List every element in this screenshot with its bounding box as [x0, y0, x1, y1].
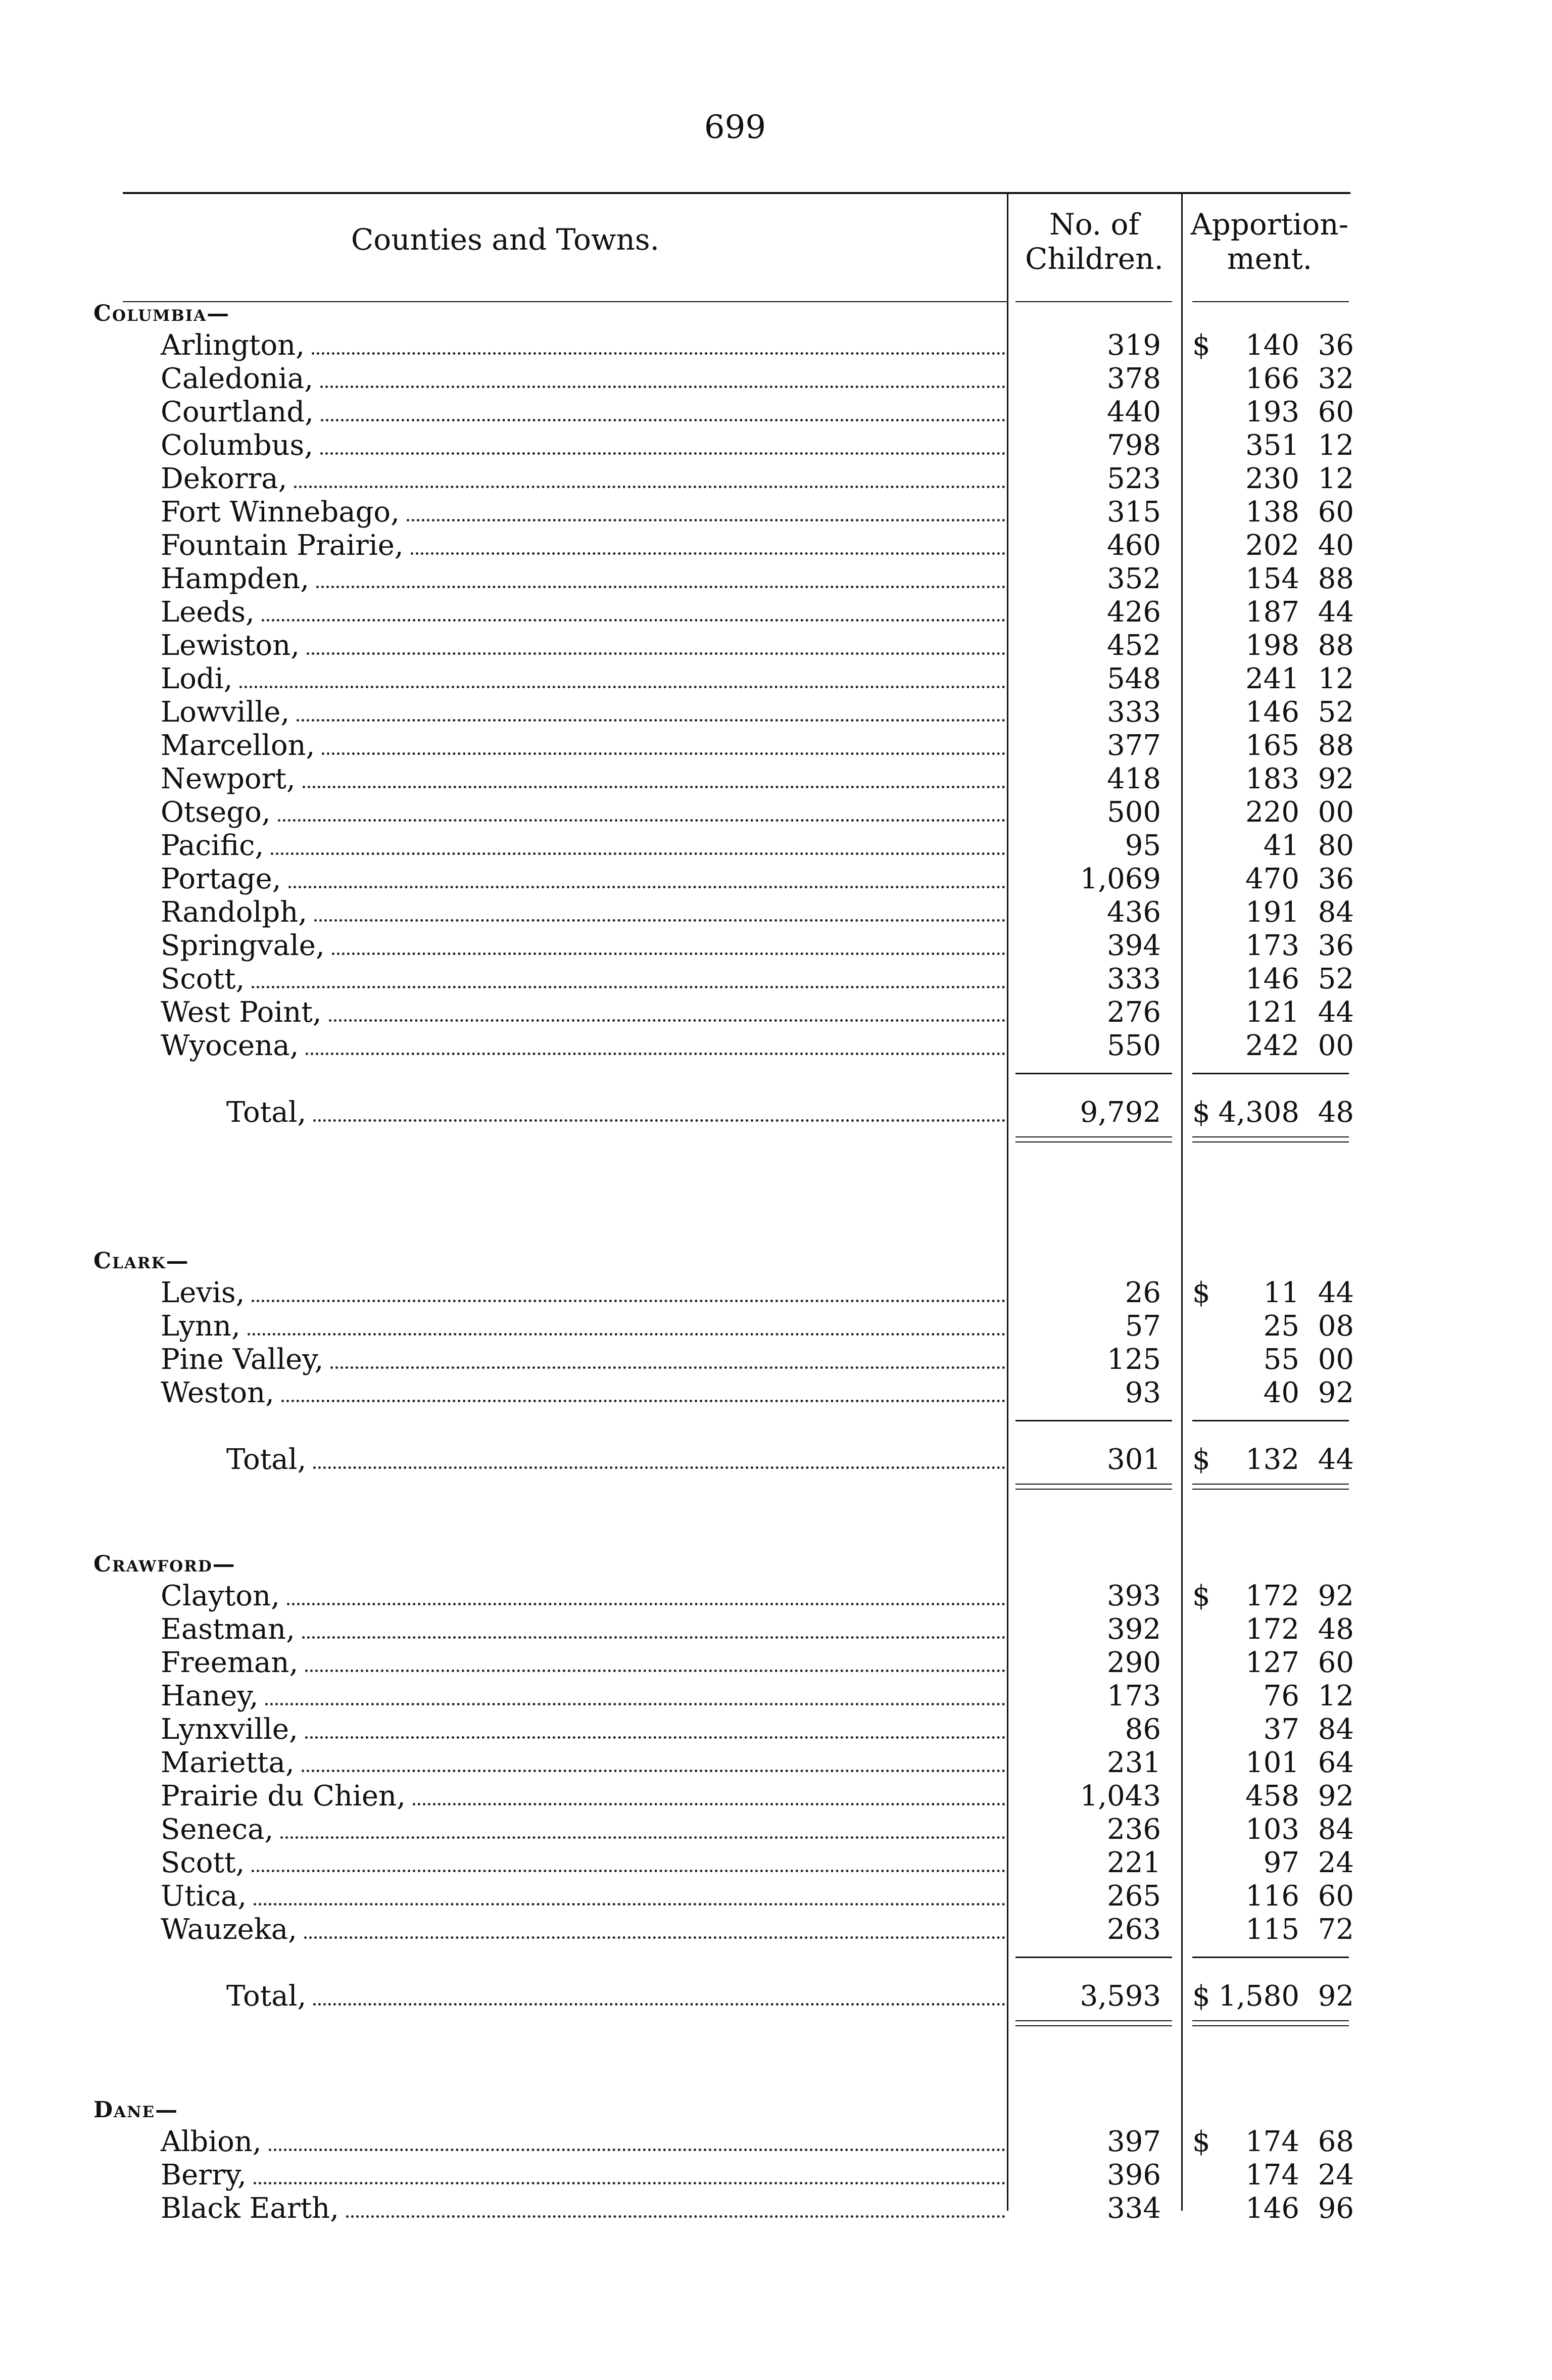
table-row — [0, 1746, 1552, 1780]
town-name: Levis, — [161, 1276, 245, 1309]
table-row — [0, 1880, 1552, 1913]
amount-cents: 00 — [1318, 796, 1354, 829]
town-name: Pine Valley, — [161, 1343, 324, 1376]
town-name: Courtland, — [161, 396, 314, 429]
amount-cents: 40 — [1318, 529, 1354, 562]
total-double-underline-apportionment — [1192, 2025, 1349, 2026]
children-count: 1,043 — [1080, 1780, 1161, 1813]
column-header-apportionment-line2: ment. — [1227, 242, 1313, 276]
amount-dollars: 146 — [1245, 963, 1299, 995]
table-row — [0, 662, 1552, 696]
table-row — [0, 1029, 1552, 1063]
amount-dollars: 174 — [1245, 2125, 1299, 2158]
dot-leader — [294, 486, 1005, 488]
column-header-apportionment-line1: Apportion- — [1190, 207, 1349, 242]
table-row — [0, 963, 1552, 996]
amount-dollars: 37 — [1263, 1713, 1299, 1746]
table-row — [0, 629, 1552, 662]
amount-cents: 92 — [1318, 1580, 1354, 1612]
children-count: 378 — [1107, 362, 1161, 395]
children-count: 452 — [1107, 629, 1161, 662]
dot-leader — [252, 1870, 1005, 1872]
total-amount-dollars: 1,580 — [1218, 1980, 1299, 2013]
dot-leader — [314, 919, 1005, 922]
children-count: 221 — [1107, 1846, 1161, 1879]
amount-dollars: 172 — [1245, 1580, 1299, 1612]
total-label: Total, — [226, 1443, 307, 1476]
town-name: Hampden, — [161, 562, 310, 595]
children-count: 523 — [1107, 462, 1161, 495]
children-count: 394 — [1107, 929, 1161, 962]
dot-leader — [306, 1053, 1005, 1055]
table-row — [0, 763, 1552, 796]
town-name: Wauzeka, — [161, 1913, 297, 1946]
children-count: 231 — [1107, 1746, 1161, 1779]
children-count: 125 — [1107, 1343, 1161, 1376]
town-name: Haney, — [161, 1680, 259, 1712]
total-double-underline-children — [1015, 1489, 1172, 1490]
amount-cents: 88 — [1318, 629, 1354, 662]
children-count: 265 — [1107, 1880, 1161, 1913]
dot-leader — [313, 1466, 1005, 1469]
town-name: Lewiston, — [161, 629, 300, 662]
table-row — [0, 529, 1552, 562]
amount-dollars: 154 — [1245, 562, 1299, 595]
town-name: Portage, — [161, 863, 281, 895]
dot-leader — [320, 386, 1005, 388]
amount-dollars: 103 — [1245, 1813, 1299, 1846]
county-heading: Dane— — [93, 2097, 179, 2123]
amount-cents: 12 — [1318, 662, 1354, 695]
amount-cents: 96 — [1318, 2192, 1354, 2225]
dot-leader — [303, 786, 1005, 788]
town-name: Leeds, — [161, 596, 255, 629]
table-row — [0, 2159, 1552, 2192]
dot-leader — [248, 1333, 1005, 1336]
total-amount-dollars: 4,308 — [1218, 1096, 1299, 1129]
amount-cents: 72 — [1318, 1913, 1354, 1946]
table-row — [0, 329, 1552, 362]
town-name: Utica, — [161, 1880, 247, 1913]
amount-cents: 52 — [1318, 963, 1354, 995]
amount-dollars: 173 — [1245, 929, 1299, 962]
children-count: 798 — [1107, 429, 1161, 462]
amount-dollars: 138 — [1245, 496, 1299, 529]
amount-dollars: 198 — [1245, 629, 1299, 662]
amount-cents: 52 — [1318, 696, 1354, 729]
dot-leader — [252, 986, 1005, 988]
amount-dollars: 165 — [1245, 729, 1299, 762]
amount-cents: 92 — [1318, 763, 1354, 795]
dot-leader — [322, 752, 1005, 755]
dot-leader — [262, 619, 1005, 622]
table-row — [0, 796, 1552, 829]
dot-leader — [265, 1703, 1005, 1705]
subtotal-rule-apportionment — [1192, 1957, 1349, 1958]
column-header-children-line1: No. of — [1049, 207, 1139, 242]
children-count: 86 — [1125, 1713, 1161, 1746]
table-row — [0, 1846, 1552, 1880]
amount-dollars: 115 — [1245, 1913, 1299, 1946]
dot-leader — [287, 1603, 1005, 1605]
table-row — [0, 362, 1552, 396]
amount-dollars: 11 — [1263, 1276, 1299, 1309]
town-name: Marietta, — [161, 1746, 295, 1779]
town-name: Pacific, — [161, 829, 264, 862]
town-name: Otsego, — [161, 796, 271, 829]
children-count: 392 — [1107, 1613, 1161, 1646]
town-name: Scott, — [161, 1846, 245, 1879]
children-count: 377 — [1107, 729, 1161, 762]
total-underline-apportionment — [1192, 1136, 1349, 1137]
dot-leader — [269, 2149, 1005, 2151]
children-count: 397 — [1107, 2125, 1161, 2158]
subtotal-rule-apportionment — [1192, 1073, 1349, 1074]
dot-leader — [316, 586, 1005, 588]
total-underline-children — [1015, 1136, 1172, 1137]
dollar-sign: $ — [1192, 329, 1210, 362]
amount-cents: 80 — [1318, 829, 1354, 862]
table-row — [0, 562, 1552, 596]
amount-dollars: 101 — [1245, 1746, 1299, 1779]
children-count: 460 — [1107, 529, 1161, 562]
table-row — [0, 696, 1552, 729]
amount-cents: 44 — [1318, 596, 1354, 629]
total-label: Total, — [226, 1980, 307, 2013]
column-header-children — [1009, 207, 1179, 276]
children-count: 290 — [1107, 1646, 1161, 1679]
town-name: Black Earth, — [161, 2192, 339, 2225]
town-name: Weston, — [161, 1376, 274, 1409]
amount-cents: 64 — [1318, 1746, 1354, 1779]
amount-dollars: 127 — [1245, 1646, 1299, 1679]
children-count: 333 — [1107, 696, 1161, 729]
total-children: 301 — [1107, 1443, 1161, 1476]
amount-dollars: 146 — [1245, 696, 1299, 729]
dot-leader — [305, 1670, 1005, 1672]
amount-cents: 60 — [1318, 396, 1354, 429]
table-row — [0, 829, 1552, 863]
children-count: 418 — [1107, 763, 1161, 795]
header-bottom-rule-children — [1015, 301, 1172, 302]
children-count: 1,069 — [1080, 863, 1161, 895]
amount-cents: 84 — [1318, 896, 1354, 929]
amount-cents: 68 — [1318, 2125, 1354, 2158]
table-row — [0, 1310, 1552, 1343]
amount-cents: 08 — [1318, 1310, 1354, 1343]
dot-leader — [321, 419, 1005, 421]
town-name: Prairie du Chien, — [161, 1780, 406, 1813]
total-amount-cents: 44 — [1318, 1443, 1354, 1476]
amount-cents: 12 — [1318, 1680, 1354, 1712]
amount-dollars: 121 — [1245, 996, 1299, 1029]
dot-leader — [278, 819, 1005, 822]
amount-dollars: 172 — [1245, 1613, 1299, 1646]
children-count: 440 — [1107, 396, 1161, 429]
total-double-underline-children — [1015, 2025, 1172, 2026]
total-amount-cents: 92 — [1318, 1980, 1354, 2013]
total-children: 9,792 — [1080, 1096, 1161, 1129]
table-row — [0, 729, 1552, 763]
table-row — [0, 1913, 1552, 1946]
amount-dollars: 146 — [1245, 2192, 1299, 2225]
county-heading: Crawford— — [93, 1551, 236, 1577]
total-row — [0, 1096, 1552, 1129]
table-row — [0, 1376, 1552, 1410]
table-row — [0, 1646, 1552, 1680]
amount-dollars: 25 — [1263, 1310, 1299, 1343]
children-count: 315 — [1107, 496, 1161, 529]
total-underline-children — [1015, 1484, 1172, 1485]
table-row — [0, 896, 1552, 929]
dot-leader — [302, 1770, 1005, 1772]
table-row — [0, 596, 1552, 629]
dot-leader — [254, 1903, 1005, 1906]
amount-dollars: 230 — [1245, 462, 1299, 495]
total-row — [0, 1980, 1552, 2013]
total-double-underline-children — [1015, 1141, 1172, 1143]
children-count: 333 — [1107, 963, 1161, 995]
dollar-sign: $ — [1192, 1980, 1210, 2013]
column-header-counties: Counties and Towns. — [351, 222, 660, 257]
amount-cents: 92 — [1318, 1780, 1354, 1813]
dot-leader — [346, 2215, 1005, 2218]
town-name: West Point, — [161, 996, 322, 1029]
amount-dollars: 140 — [1245, 329, 1299, 362]
table-row — [0, 396, 1552, 429]
table-row — [0, 1580, 1552, 1613]
children-count: 436 — [1107, 896, 1161, 929]
page-number: 699 — [704, 109, 766, 146]
town-name: Lowville, — [161, 696, 290, 729]
header-bottom-rule-apportionment — [1192, 301, 1349, 302]
column-header-apportionment — [1184, 207, 1355, 276]
children-count: 276 — [1107, 996, 1161, 1029]
subtotal-rule-children — [1015, 1073, 1172, 1074]
town-name: Berry, — [161, 2159, 247, 2192]
dot-leader — [312, 352, 1005, 355]
amount-cents: 36 — [1318, 329, 1354, 362]
dot-leader — [307, 652, 1005, 655]
amount-cents: 32 — [1318, 362, 1354, 395]
amount-cents: 88 — [1318, 729, 1354, 762]
amount-dollars: 76 — [1263, 1680, 1299, 1712]
amount-cents: 36 — [1318, 863, 1354, 895]
total-underline-children — [1015, 2020, 1172, 2021]
county-heading: Columbia— — [93, 301, 230, 326]
table-row — [0, 1813, 1552, 1846]
table-row — [0, 996, 1552, 1029]
dot-leader — [332, 953, 1005, 955]
amount-dollars: 187 — [1245, 596, 1299, 629]
dot-leader — [281, 1400, 1005, 1402]
amount-cents: 60 — [1318, 1646, 1354, 1679]
children-count: 319 — [1107, 329, 1161, 362]
children-count: 548 — [1107, 662, 1161, 695]
children-count: 263 — [1107, 1913, 1161, 1946]
amount-dollars: 183 — [1245, 763, 1299, 795]
dot-leader — [254, 2182, 1005, 2184]
amount-dollars: 97 — [1263, 1846, 1299, 1879]
subtotal-rule-apportionment — [1192, 1420, 1349, 1421]
children-count: 426 — [1107, 596, 1161, 629]
table-row — [0, 2125, 1552, 2159]
total-amount-dollars: 132 — [1245, 1443, 1299, 1476]
amount-cents: 36 — [1318, 929, 1354, 962]
town-name: Randolph, — [161, 896, 308, 929]
children-count: 236 — [1107, 1813, 1161, 1846]
town-name: Seneca, — [161, 1813, 274, 1846]
table-row — [0, 429, 1552, 462]
dot-leader — [407, 519, 1005, 521]
amount-dollars: 166 — [1245, 362, 1299, 395]
town-name: Lodi, — [161, 662, 233, 695]
subtotal-rule-children — [1015, 1420, 1172, 1421]
table-row — [0, 496, 1552, 529]
amount-dollars: 220 — [1245, 796, 1299, 829]
amount-dollars: 174 — [1245, 2159, 1299, 2192]
children-count: 500 — [1107, 796, 1161, 829]
dot-leader — [305, 1736, 1005, 1739]
total-double-underline-apportionment — [1192, 1141, 1349, 1143]
town-name: Freeman, — [161, 1646, 299, 1679]
amount-cents: 44 — [1318, 996, 1354, 1029]
amount-cents: 84 — [1318, 1813, 1354, 1846]
total-underline-apportionment — [1192, 2020, 1349, 2021]
town-name: Wyocena, — [161, 1029, 299, 1062]
amount-dollars: 191 — [1245, 896, 1299, 929]
amount-cents: 44 — [1318, 1276, 1354, 1309]
amount-dollars: 458 — [1245, 1780, 1299, 1813]
dot-leader — [297, 719, 1005, 722]
table-row — [0, 2192, 1552, 2225]
town-name: Scott, — [161, 963, 245, 995]
dot-leader — [288, 886, 1005, 888]
amount-cents: 48 — [1318, 1613, 1354, 1646]
amount-dollars: 470 — [1245, 863, 1299, 895]
column-header-children-line2: Children. — [1025, 242, 1163, 276]
amount-dollars: 40 — [1263, 1376, 1299, 1409]
town-name: Newport, — [161, 763, 296, 795]
amount-cents: 24 — [1318, 1846, 1354, 1879]
amount-cents: 60 — [1318, 496, 1354, 529]
amount-dollars: 41 — [1263, 829, 1299, 862]
dollar-sign: $ — [1192, 1580, 1210, 1612]
dollar-sign: $ — [1192, 2125, 1210, 2158]
total-label: Total, — [226, 1096, 307, 1129]
amount-dollars: 116 — [1245, 1880, 1299, 1913]
amount-cents: 84 — [1318, 1713, 1354, 1746]
dollar-sign: $ — [1192, 1443, 1210, 1476]
children-count: 396 — [1107, 2159, 1161, 2192]
dot-leader — [313, 2003, 1005, 2006]
town-name: Columbus, — [161, 429, 314, 462]
dollar-sign: $ — [1192, 1096, 1210, 1129]
dot-leader — [320, 452, 1005, 455]
town-name: Springvale, — [161, 929, 325, 962]
town-name: Caledonia, — [161, 362, 314, 395]
children-count: 173 — [1107, 1680, 1161, 1712]
children-count: 550 — [1107, 1029, 1161, 1062]
dot-leader — [411, 552, 1005, 555]
table-row — [0, 1713, 1552, 1746]
town-name: Marcellon, — [161, 729, 315, 762]
amount-dollars: 241 — [1245, 662, 1299, 695]
town-name: Dekorra, — [161, 462, 287, 495]
town-name: Lynxville, — [161, 1713, 298, 1746]
town-name: Albion, — [161, 2125, 262, 2158]
header-bottom-rule-left — [123, 301, 1007, 302]
town-name: Clayton, — [161, 1580, 280, 1612]
header-top-rule — [123, 192, 1350, 194]
table-row — [0, 1680, 1552, 1713]
town-name: Fountain Prairie, — [161, 529, 404, 562]
county-heading: Clark— — [93, 1248, 189, 1274]
amount-cents: 00 — [1318, 1343, 1354, 1376]
dot-leader — [413, 1803, 1005, 1805]
amount-cents: 60 — [1318, 1880, 1354, 1913]
amount-dollars: 193 — [1245, 396, 1299, 429]
children-count: 393 — [1107, 1580, 1161, 1612]
amount-dollars: 351 — [1245, 429, 1299, 462]
amount-cents: 88 — [1318, 562, 1354, 595]
dot-leader — [302, 1636, 1005, 1639]
dot-leader — [304, 1936, 1005, 1939]
total-double-underline-apportionment — [1192, 1489, 1349, 1490]
amount-dollars: 242 — [1245, 1029, 1299, 1062]
children-count: 95 — [1125, 829, 1161, 862]
dollar-sign: $ — [1192, 1276, 1210, 1309]
dot-leader — [313, 1119, 1005, 1122]
table-row — [0, 1613, 1552, 1646]
dot-leader — [329, 1019, 1005, 1022]
total-children: 3,593 — [1080, 1980, 1161, 2013]
table-row — [0, 929, 1552, 963]
children-count: 334 — [1107, 2192, 1161, 2225]
amount-cents: 92 — [1318, 1376, 1354, 1409]
town-name: Eastman, — [161, 1613, 295, 1646]
amount-cents: 12 — [1318, 429, 1354, 462]
children-count: 26 — [1125, 1276, 1161, 1309]
amount-cents: 00 — [1318, 1029, 1354, 1062]
dot-leader — [271, 852, 1005, 855]
amount-cents: 12 — [1318, 462, 1354, 495]
town-name: Lynn, — [161, 1310, 240, 1343]
town-name: Arlington, — [161, 329, 305, 362]
amount-cents: 24 — [1318, 2159, 1354, 2192]
dot-leader — [252, 1300, 1005, 1302]
dot-leader — [280, 1836, 1005, 1839]
dot-leader — [330, 1366, 1005, 1369]
amount-dollars: 55 — [1263, 1343, 1299, 1376]
amount-dollars: 202 — [1245, 529, 1299, 562]
children-count: 93 — [1125, 1376, 1161, 1409]
dot-leader — [239, 686, 1005, 688]
total-underline-apportionment — [1192, 1484, 1349, 1485]
children-count: 57 — [1125, 1310, 1161, 1343]
table-row — [0, 1343, 1552, 1376]
subtotal-rule-children — [1015, 1957, 1172, 1958]
table-row — [0, 1780, 1552, 1813]
total-amount-cents: 48 — [1318, 1096, 1354, 1129]
town-name: Fort Winnebago, — [161, 496, 400, 529]
table-row — [0, 462, 1552, 496]
table-row — [0, 1276, 1552, 1310]
table-row — [0, 863, 1552, 896]
children-count: 352 — [1107, 562, 1161, 595]
total-row — [0, 1443, 1552, 1477]
